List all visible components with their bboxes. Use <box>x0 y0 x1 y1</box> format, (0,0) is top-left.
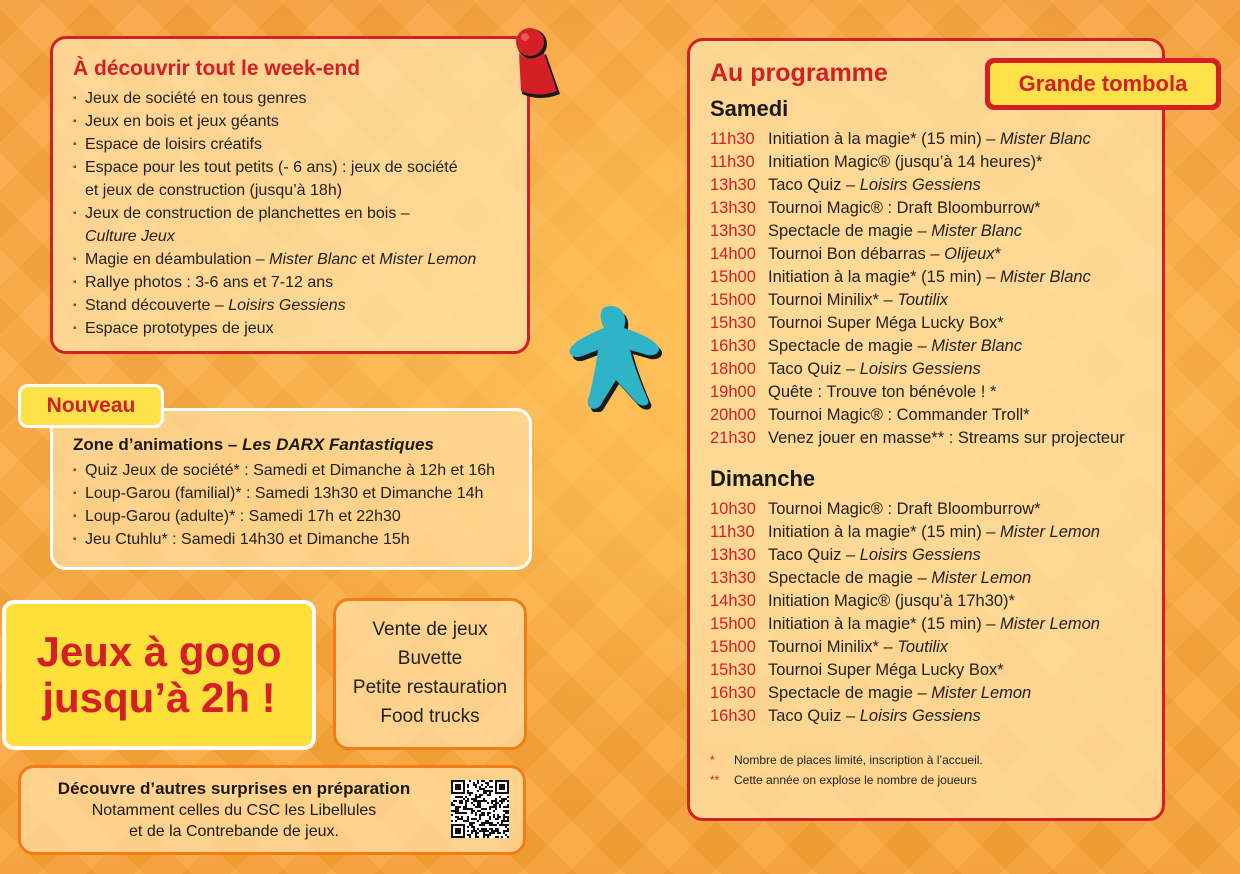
programme-box <box>687 38 1165 821</box>
event-text: Tournoi Bon débarras – <box>768 245 945 263</box>
nouveau-box <box>50 408 532 570</box>
service-item: Vente de jeux <box>372 619 488 640</box>
weekend-item: ▪ Jeux de société en tous genres <box>73 87 507 110</box>
red-pawn-icon <box>506 16 570 98</box>
event-time: 20h00 <box>710 406 756 424</box>
schedule-row <box>710 705 1142 728</box>
schedule-row <box>710 659 1142 682</box>
event-text: Spectacle de magie – <box>768 337 932 355</box>
event-time: 13h30 <box>710 176 756 194</box>
event-time: 10h30 <box>710 500 756 518</box>
event-text: Taco Quiz – <box>768 707 860 725</box>
service-item: Petite restauration <box>352 677 508 698</box>
surprise-line: et de la Contrebande de jeux. <box>129 823 339 840</box>
event-host: Mister Blanc <box>931 222 1023 240</box>
weekend-list <box>73 87 507 340</box>
schedule-row <box>710 220 1142 243</box>
event-time: 13h30 <box>710 222 756 240</box>
event-text: Venez jouer en masse** : Streams sur projecteur <box>768 429 1125 447</box>
event-time: 11h30 <box>710 153 755 171</box>
event-text: Initiation Magic® (jusqu’à 17h30)* <box>768 592 1015 610</box>
weekend-item: ▪ Espace pour les tout petits (- 6 ans) : jeux de société et jeux de construction (jusqu’à 18h) <box>73 156 507 202</box>
weekend-item: ▪ Stand découverte – Loisirs Gessiens <box>73 294 507 317</box>
animation-item: ▪ Loup-Garou (adulte)* : Samedi 17h et 22h30 <box>73 505 509 528</box>
gogo-banner <box>2 600 316 750</box>
event-text: Initiation Magic® (jusqu’à 14 heures)* <box>768 153 1043 171</box>
surprise-title: Découvre d’autres surprises en préparation <box>57 779 411 798</box>
weekend-box <box>50 36 530 354</box>
schedule-row <box>710 197 1142 220</box>
zone-prefix: Zone d’animations – <box>73 435 243 454</box>
event-host: Loisirs Gessiens <box>859 707 981 725</box>
surprise-box <box>18 765 526 855</box>
programme-title: Au programme <box>710 59 888 87</box>
event-text: Taco Quiz – <box>768 360 860 378</box>
event-host: Mister Lemon <box>931 569 1032 587</box>
animation-item: ▪ Loup-Garou (familial)* : Samedi 13h30 et Dimanche 14h <box>73 482 509 505</box>
schedule-row <box>710 358 1142 381</box>
schedule-row <box>710 174 1142 197</box>
event-text: Initiation à la magie* (15 min) – <box>768 130 1001 148</box>
event-time: 14h30 <box>710 592 756 610</box>
event-host: Mister Blanc <box>931 337 1023 355</box>
event-host: Mister Lemon <box>1000 615 1100 633</box>
gogo-line1: Jeux à gogo <box>36 628 282 675</box>
event-text: Tournoi Super Méga Lucky Box* <box>768 661 1004 679</box>
schedule-row <box>710 312 1142 335</box>
schedule-dimanche <box>710 498 1142 728</box>
event-text: Tournoi Magic® : Draft Bloomburrow* <box>768 500 1041 518</box>
gogo-line2: jusqu’à 2h ! <box>42 674 276 721</box>
schedule-row <box>710 128 1142 151</box>
schedule-row <box>710 590 1142 613</box>
weekend-item: ▪ Espace prototypes de jeux <box>73 317 507 340</box>
schedule-row <box>710 567 1142 590</box>
zone-name: Les DARX Fantastiques <box>242 435 434 454</box>
event-host: Loisirs Gessiens <box>859 546 981 564</box>
event-time: 15h30 <box>710 661 756 679</box>
schedule-row <box>710 521 1142 544</box>
services-box <box>333 598 527 750</box>
schedule-row <box>710 498 1142 521</box>
event-time: 15h00 <box>710 291 756 309</box>
schedule-row: 14h00 Tournoi Bon débarras – Olijeux* <box>710 243 1142 266</box>
event-text: Tournoi Minilix* – <box>768 291 898 309</box>
event-time: 13h30 <box>710 569 756 587</box>
event-host: Toutilix <box>897 638 949 656</box>
event-time: 13h30 <box>710 546 756 564</box>
event-text: Tournoi Magic® : Commander Troll* <box>768 406 1030 424</box>
schedule-samedi <box>710 128 1142 450</box>
event-text: Tournoi Magic® : Draft Bloomburrow* <box>768 199 1041 217</box>
teal-meeple-icon <box>560 296 664 412</box>
event-time: 15h00 <box>710 615 756 633</box>
service-item: Food trucks <box>380 706 480 727</box>
event-text: Taco Quiz – <box>768 176 860 194</box>
schedule-row <box>710 544 1142 567</box>
event-time: 13h30 <box>710 199 756 217</box>
qr-code-icon[interactable] <box>451 780 509 838</box>
day-title-samedi: Samedi <box>710 96 789 121</box>
schedule-row <box>710 151 1142 174</box>
schedule-row <box>710 381 1142 404</box>
event-text: Tournoi Minilix* – <box>768 638 898 656</box>
schedule-row <box>710 289 1142 312</box>
schedule-row <box>710 636 1142 659</box>
footnote: * Nombre de places limité, inscription à l’accueil. <box>710 753 983 767</box>
animation-item: ▪ Quiz Jeux de société* : Samedi et Dimanche à 12h et 16h <box>73 459 509 482</box>
event-text: Initiation à la magie* (15 min) – <box>768 523 1001 541</box>
event-time: 14h00 <box>710 245 756 263</box>
event-host: Mister Blanc <box>1000 130 1091 148</box>
event-time: 18h00 <box>710 360 756 378</box>
event-host: Olijeux <box>944 245 995 263</box>
weekend-item: ▪ Magie en déambulation – Mister Blanc et Mister Lemon <box>73 248 507 271</box>
weekend-item: ▪ Jeux en bois et jeux géants <box>73 110 507 133</box>
event-host: Mister Blanc <box>1000 268 1091 286</box>
animation-item: ▪ Jeu Ctuhlu* : Samedi 14h30 et Dimanche 15h <box>73 528 509 551</box>
weekend-item: ▪ Jeux de construction de planchettes en bois – Culture Jeux <box>73 202 507 248</box>
day-title-dimanche: Dimanche <box>710 466 816 491</box>
event-time: 15h00 <box>710 638 756 656</box>
schedule-row <box>710 404 1142 427</box>
nouveau-list <box>73 459 509 551</box>
event-text: Spectacle de magie – <box>768 569 932 587</box>
tombola-badge <box>985 58 1221 110</box>
schedule-row <box>710 682 1142 705</box>
event-time: 15h00 <box>710 268 756 286</box>
weekend-title: À découvrir tout le week-end <box>73 57 361 80</box>
event-text: Taco Quiz – <box>768 546 860 564</box>
event-host: Loisirs Gessiens <box>859 176 981 194</box>
event-text: Quête : Trouve ton bénévole ! * <box>768 383 997 401</box>
event-time: 15h30 <box>710 314 756 332</box>
event-host: Loisirs Gessiens <box>859 360 981 378</box>
service-item: Buvette <box>397 648 463 669</box>
event-time: 19h00 <box>710 383 756 401</box>
event-text: Initiation à la magie* (15 min) – <box>768 268 1001 286</box>
event-time: 11h30 <box>710 523 755 541</box>
schedule-row <box>710 335 1142 358</box>
weekend-item: ▪ Rallye photos : 3-6 ans et 7-12 ans <box>73 271 507 294</box>
footnotes <box>710 750 1142 790</box>
event-text: Spectacle de magie – <box>768 684 932 702</box>
weekend-item: ▪ Espace de loisirs créatifs <box>73 133 507 156</box>
schedule-row <box>710 266 1142 289</box>
event-host: Mister Lemon <box>931 684 1032 702</box>
event-time: 16h30 <box>710 337 756 355</box>
surprise-line: Notamment celles du CSC les Libellules <box>91 802 377 819</box>
zone-title <box>73 435 509 455</box>
event-time: 11h30 <box>710 130 755 148</box>
schedule-row <box>710 427 1142 450</box>
event-text: Tournoi Super Méga Lucky Box* <box>768 314 1004 332</box>
nouveau-badge: Nouveau <box>18 384 164 428</box>
event-text: Spectacle de magie – <box>768 222 932 240</box>
event-time: 16h30 <box>710 684 756 702</box>
event-host: Toutilix <box>897 291 949 309</box>
event-time: 16h30 <box>710 707 756 725</box>
tombola-label: Grande tombola <box>990 63 1216 105</box>
footnote: ** Cette année on explose le nombre de joueurs <box>710 773 977 787</box>
schedule-row <box>710 613 1142 636</box>
event-time: 21h30 <box>710 429 756 447</box>
event-host: Mister Lemon <box>1000 523 1100 541</box>
event-text: Initiation à la magie* (15 min) – <box>768 615 1001 633</box>
